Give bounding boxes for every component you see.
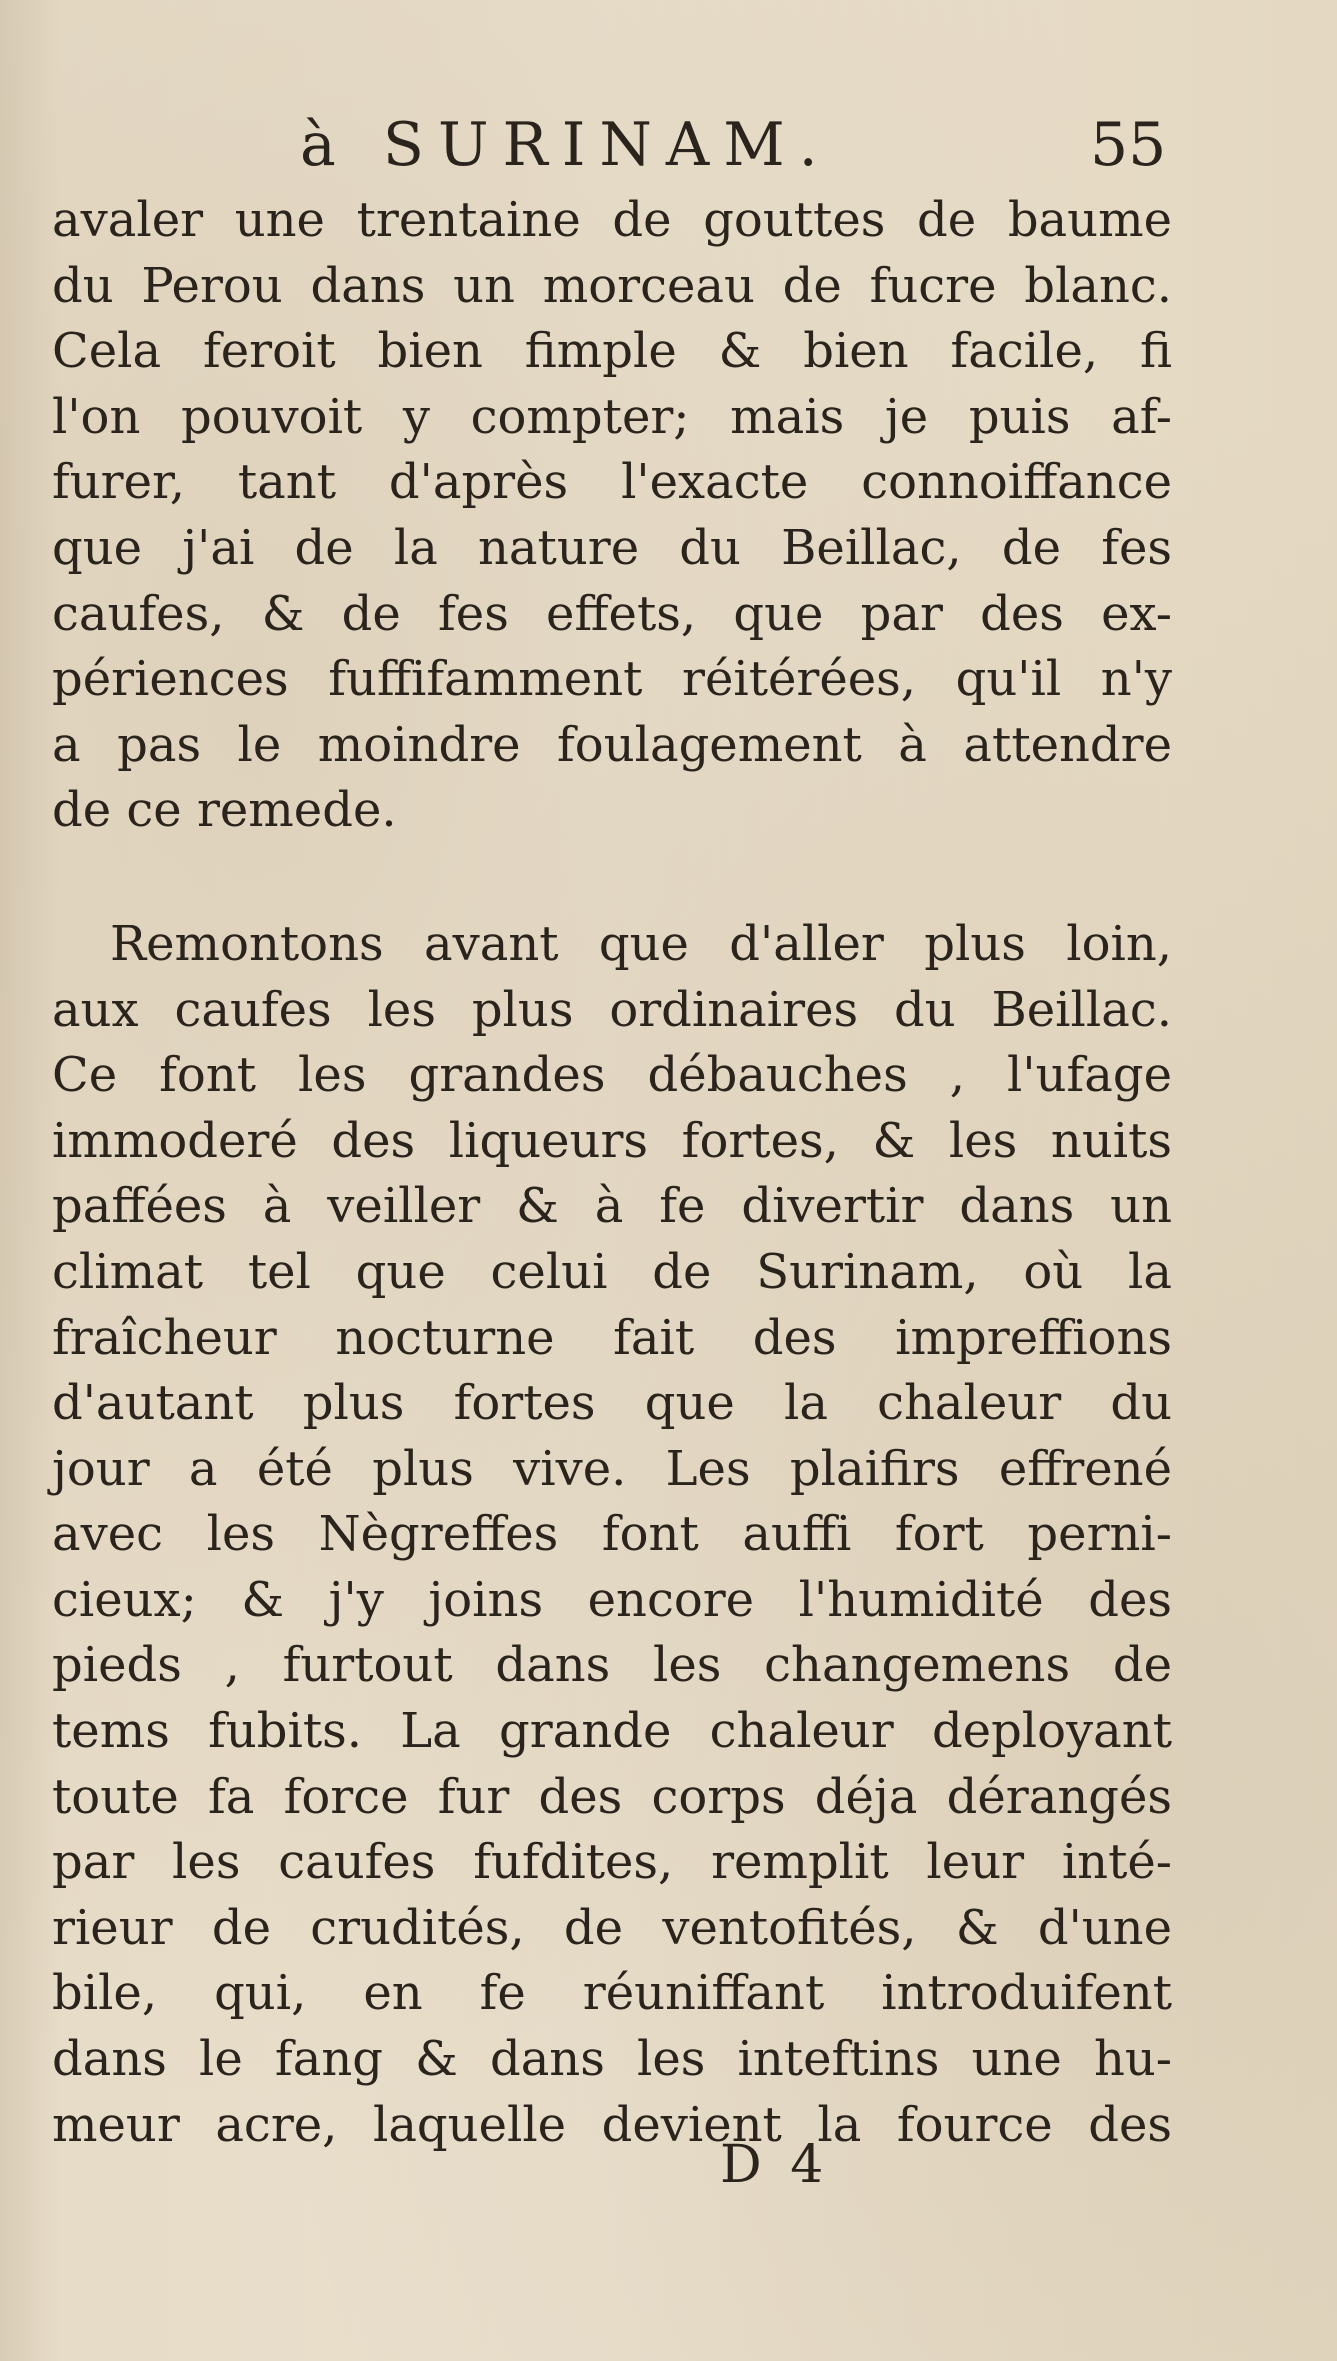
running-head-title: à SURINAM. (300, 110, 832, 180)
text-line: que j'ai de la nature du Beillac, de fes (52, 519, 1172, 576)
body-text (52, 188, 1172, 2158)
text-line: paffées à veiller & à fe divertir dans un (52, 1178, 1172, 1235)
text-line: climat tel que celui de Surinam, où la (52, 1243, 1172, 1300)
paragraph-gap (52, 844, 1172, 912)
text-line: tems fubits. La grande chaleur deployant (52, 1703, 1172, 1760)
signature-mark: D 4 (720, 2135, 830, 2195)
text-line: du Perou dans un morceau de fucre blanc. (52, 257, 1172, 314)
running-head (0, 100, 1337, 190)
text-line: Cela feroit bien fimple & bien facile, fi (52, 323, 1172, 380)
paragraph-1 (52, 188, 1172, 844)
text-line: cieux; & j'y joins encore l'humidité des (52, 1571, 1172, 1628)
text-line: caufes, & de fes effets, que par des ex- (52, 585, 1172, 642)
text-line-first: Remontons avant que d'aller plus loin, (110, 915, 1172, 972)
text-line: d'autant plus fortes que la chaleur du (52, 1375, 1172, 1432)
text-line: aux caufes les plus ordinaires du Beillac. (52, 981, 1172, 1038)
text-line: pieds , furtout dans les changemens de (52, 1637, 1172, 1694)
text-line: par les caufes fufdites, remplit leur inté- (52, 1834, 1172, 1891)
text-line: bile, qui, en fe réuniffant introduifent (52, 1965, 1172, 2022)
text-line: l'on pouvoit y compter; mais je puis af- (52, 388, 1172, 445)
text-line: fraîcheur nocturne fait des impreffions (52, 1309, 1172, 1366)
text-line: avaler une trentaine de gouttes de baume (52, 192, 1172, 248)
text-line: immoderé des liqueurs fortes, & les nuits (52, 1112, 1172, 1169)
page-number: 55 (1090, 110, 1167, 180)
paragraph-2 (52, 912, 1172, 2158)
text-line-last: de ce remede. (52, 782, 397, 839)
text-line: rieur de crudités, de ventofités, & d'une (52, 1899, 1172, 1956)
text-line: meur acre, laquelle devient la fource des (52, 2096, 1172, 2153)
text-line: toute fa force fur des corps déja dérangés (52, 1768, 1172, 1825)
text-line: périences fuffifamment réitérées, qu'il n'y (52, 651, 1172, 708)
text-line: furer, tant d'après l'exacte connoiffance (52, 454, 1172, 511)
text-line: dans le fang & dans les inteftins une hu- (52, 2031, 1172, 2088)
text-line: avec les Nègreffes font auffi fort perni- (52, 1506, 1172, 1563)
text-line: jour a été plus vive. Les plaifirs effrené (52, 1440, 1172, 1497)
text-line: Ce font les grandes débauches , l'ufage (52, 1047, 1172, 1104)
text-line: a pas le moindre foulagement à attendre (52, 716, 1172, 773)
